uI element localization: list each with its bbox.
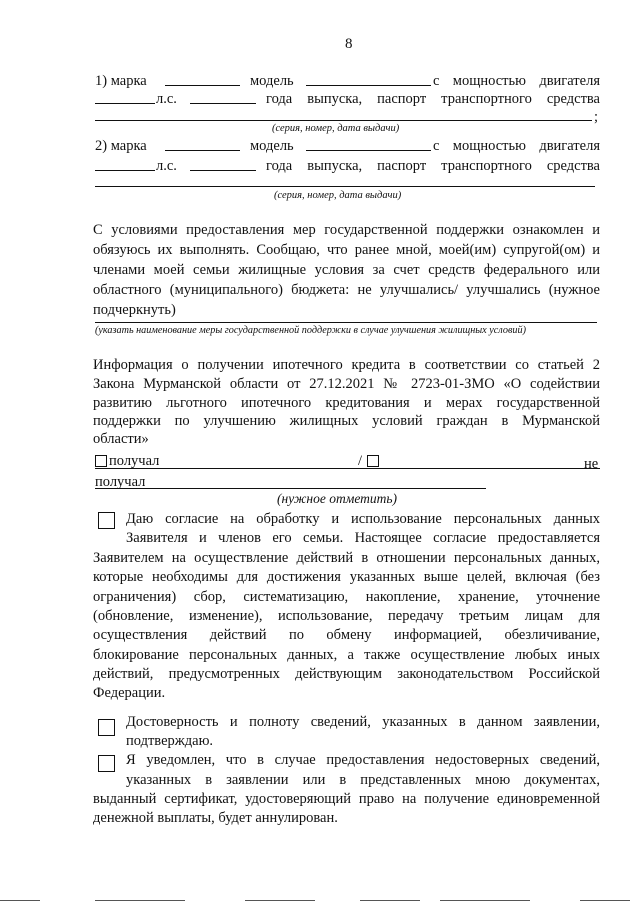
not-received-checkbox[interactable] <box>367 455 379 467</box>
conditions-line-5: подчеркнуть) <box>93 302 176 318</box>
vehicle-2-brand-field[interactable] <box>165 150 240 151</box>
scan-edge-line-1 <box>0 900 40 901</box>
vehicle-1-model-field[interactable] <box>306 85 431 86</box>
not-received-label-part-2: получал <box>95 474 146 490</box>
reliability-line-1: Достоверность и полноту сведений, указанных в данном заявлении, <box>126 714 600 730</box>
scan-edge-line-6 <box>580 900 630 901</box>
vehicle-2-caption: (серия, номер, дата выдачи) <box>274 190 402 201</box>
received-slash: / <box>358 453 363 469</box>
consent-line-6: (обновление, изменение), использование, передачу третьим лицам для <box>93 608 600 624</box>
vehicle-2-hp-field[interactable] <box>95 170 155 171</box>
notice-line-1: Я уведомлен, что в случае предоставления недостоверных сведений, <box>126 752 600 768</box>
vehicle-1-hp-field[interactable] <box>95 103 155 104</box>
mortgage-line-4: поддержки по улучшению жилищных условий граждан в Мурманской <box>93 413 600 429</box>
not-received-line <box>95 488 486 489</box>
received-checkbox[interactable] <box>95 455 107 467</box>
vehicle-2-model-label: модель <box>250 138 294 154</box>
vehicle-1-hp-label: л.с. <box>156 91 177 107</box>
vehicle-2-passport-field[interactable] <box>95 186 595 187</box>
consent-line-1: Даю согласие на обработку и использование персональных данных <box>126 511 600 527</box>
mortgage-line-3: развитию льготного ипотечного кредитования и мерах государственной <box>93 395 600 411</box>
vehicle-1-end-mark: ; <box>594 109 599 125</box>
mortgage-line-2: Закона Мурманской области от 27.12.2021 № 2723-01-ЗМО «О содействии <box>93 376 600 392</box>
consent-line-10: Федерации. <box>93 685 166 701</box>
vehicle-2-brand-label: 2) марка <box>95 138 147 154</box>
vehicle-2-model-field[interactable] <box>306 150 431 151</box>
scan-edge-line-4 <box>360 900 420 901</box>
consent-line-8: блокирование персональных данных, а также осуществление любых иных <box>93 647 600 663</box>
mortgage-line-1: Информация о получении ипотечного кредита в соответствии со статьей 2 <box>93 357 600 373</box>
consent-line-7: осуществления действий по обмену информацией, обезличивание, <box>93 627 600 643</box>
consent-line-9: действий, предусмотренных действующим законодательством Российской <box>93 666 600 682</box>
vehicle-1-year-label: года выпуска, паспорт транспортного средства <box>266 91 600 107</box>
support-measure-caption: (указать наименование меры государственной поддержки в случае улучшения жилищных условий) <box>95 325 526 336</box>
consent-checkbox[interactable] <box>98 512 115 529</box>
notice-line-4: денежной выплаты, будет аннулирован. <box>93 810 338 826</box>
vehicle-2-hp-label: л.с. <box>156 158 177 174</box>
scan-edge-line-3 <box>245 900 315 901</box>
not-received-label-part-1: не <box>584 456 599 472</box>
received-label: получал <box>109 453 160 469</box>
consent-line-2: Заявителя и членов его семьи. Настоящее согласие предоставляется <box>126 530 600 546</box>
reliability-checkbox[interactable] <box>98 719 115 736</box>
notice-line-3: выданный сертификат, удостоверяющий право на получение единовременной <box>93 791 600 807</box>
reliability-line-2: подтверждаю. <box>126 733 214 749</box>
conditions-line-4: областного (муниципального) бюджета: не улучшались/ улучшались (нужное <box>93 282 600 298</box>
consent-line-4: которые необходимы для достижения указанных выше целей, включая (без <box>93 569 600 585</box>
scan-edge-line-2 <box>95 900 185 901</box>
vehicle-1-model-label: модель <box>250 73 294 89</box>
consent-line-3: Заявителем на осуществление действий в отношении персональных данных, <box>93 550 600 566</box>
page-number: 8 <box>345 36 353 52</box>
vehicle-1-power-label: с мощностью двигателя <box>433 73 600 89</box>
vehicle-2-year-label: года выпуска, паспорт транспортного средства <box>266 158 600 174</box>
received-line <box>95 468 600 469</box>
vehicle-2-year-field[interactable] <box>190 170 256 171</box>
conditions-line-3: членами моей семьи жилищные условия за счет средств федерального или <box>93 262 600 278</box>
notice-line-2: указанных в заявлении или в представленных мною документах, <box>126 772 600 788</box>
mark-needed-caption: (нужное отметить) <box>277 491 398 506</box>
conditions-line-2: обязуюсь их выполнять. Сообщаю, что ранее мной, моей(им) супругой(ом) и <box>93 242 600 258</box>
consent-line-5: ограничения) сбор, систематизацию, накопление, хранение, уточнение <box>93 589 600 605</box>
mortgage-line-5: области» <box>93 431 149 447</box>
notice-checkbox[interactable] <box>98 755 115 772</box>
conditions-line-1: С условиями предоставления мер государственной поддержки ознакомлен и <box>93 222 600 238</box>
vehicle-1-brand-field[interactable] <box>165 85 240 86</box>
vehicle-1-caption: (серия, номер, дата выдачи) <box>272 123 400 134</box>
support-measure-field[interactable] <box>95 322 597 323</box>
scan-edge-line-5 <box>440 900 530 901</box>
vehicle-1-brand-label: 1) марка <box>95 73 147 89</box>
vehicle-2-power-label: с мощностью двигателя <box>433 138 600 154</box>
vehicle-1-passport-field[interactable] <box>95 120 592 121</box>
vehicle-1-year-field[interactable] <box>190 103 256 104</box>
